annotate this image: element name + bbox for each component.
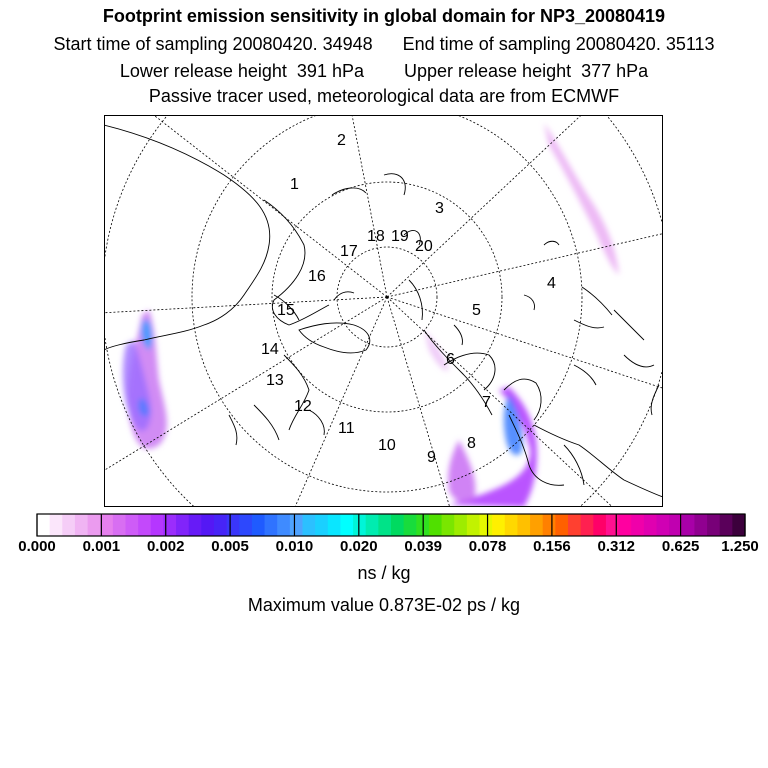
point-label: 13	[266, 372, 284, 389]
colorbar-swatch	[707, 514, 720, 536]
colorbar-swatch	[530, 514, 543, 536]
colorbar-swatch	[644, 514, 657, 536]
colorbar-tick-label: 0.156	[533, 538, 571, 555]
colorbar-swatch	[631, 514, 644, 536]
colorbar-swatch	[467, 514, 480, 536]
colorbar-swatch	[50, 514, 63, 536]
colorbar-unit: ns / kg	[357, 563, 411, 583]
colorbar-swatch	[340, 514, 353, 536]
point-label: 20	[415, 238, 433, 255]
colorbar-swatch	[480, 514, 493, 536]
colorbar-swatch	[126, 514, 139, 536]
point-label: 17	[340, 243, 358, 260]
footprint-map	[104, 115, 663, 507]
colorbar-tick-label: 0.039	[404, 538, 442, 555]
colorbar-tick-label: 0.000	[18, 538, 56, 555]
point-label: 4	[547, 275, 556, 292]
colorbar-tick-label: 0.001	[82, 538, 121, 555]
colorbar-swatch	[378, 514, 391, 536]
colorbar-swatch	[391, 514, 404, 536]
sampling-time-line: Start time of sampling 20080420. 34948 End time of sampling 20080420. 35113	[53, 34, 715, 54]
colorbar-tick-labels	[0, 538, 768, 558]
point-label: 10	[378, 437, 396, 454]
colorbar-swatch	[404, 514, 417, 536]
colorbar-swatch	[100, 514, 113, 536]
point-label: 1	[290, 176, 299, 193]
colorbar-swatch	[201, 514, 214, 536]
colorbar-tick-label: 1.250	[721, 538, 759, 555]
colorbar-swatch	[62, 514, 75, 536]
point-label: 16	[308, 268, 326, 285]
colorbar-swatch	[606, 514, 619, 536]
colorbar-swatch	[732, 514, 745, 536]
colorbar-swatch	[214, 514, 227, 536]
colorbar-swatch	[113, 514, 126, 536]
colorbar-swatch	[290, 514, 303, 536]
point-label: 19	[391, 228, 409, 245]
point-label: 6	[446, 351, 455, 368]
colorbar-tick-label: 0.625	[661, 538, 700, 555]
colorbar-swatch	[454, 514, 467, 536]
colorbar-tick-label: 0.312	[597, 538, 636, 555]
point-label: 11	[338, 420, 355, 437]
colorbar-swatch	[151, 514, 164, 536]
colorbar-swatch	[239, 514, 252, 536]
colorbar-swatch	[593, 514, 606, 536]
colorbar-swatch	[366, 514, 379, 536]
colorbar-swatch	[492, 514, 505, 536]
colorbar-swatch	[568, 514, 581, 536]
colorbar-swatch	[555, 514, 568, 536]
colorbar-swatch	[189, 514, 202, 536]
colorbar-swatch	[442, 514, 455, 536]
colorbar-tick-label: 0.078	[468, 538, 507, 555]
colorbar-swatch	[505, 514, 518, 536]
tracer-info-line: Passive tracer used, meteorological data are from ECMWF	[148, 86, 620, 106]
colorbar-swatch	[176, 514, 189, 536]
point-label: 3	[435, 200, 444, 217]
release-height-line: Lower release height 391 hPa Upper release height 377 hPa	[119, 61, 649, 81]
colorbar-swatch	[328, 514, 341, 536]
point-label: 2	[337, 132, 346, 149]
max-value-text: Maximum value 0.873E-02 ps / kg	[247, 595, 521, 615]
colorbar-swatch	[277, 514, 290, 536]
colorbar-swatch	[252, 514, 265, 536]
point-label: 18	[367, 228, 385, 245]
point-label: 14	[261, 341, 279, 358]
colorbar-swatch	[138, 514, 151, 536]
point-label: 8	[467, 435, 476, 452]
colorbar-swatch	[315, 514, 328, 536]
colorbar-swatch	[517, 514, 530, 536]
colorbar-swatch	[353, 514, 366, 536]
colorbar-swatch	[694, 514, 707, 536]
point-label: 12	[294, 398, 312, 415]
colorbar-swatch	[619, 514, 632, 536]
colorbar-swatch	[429, 514, 442, 536]
colorbar-swatch	[37, 514, 50, 536]
colorbar-swatch	[303, 514, 316, 536]
colorbar	[36, 513, 746, 537]
colorbar-swatch	[581, 514, 594, 536]
colorbar-tick-label: 0.020	[340, 538, 378, 555]
colorbar-swatch	[227, 514, 240, 536]
colorbar-tick-label: 0.010	[275, 538, 314, 555]
point-label: 7	[482, 394, 491, 411]
colorbar-tick-label: 0.005	[211, 538, 249, 555]
figure-title: Footprint emission sensitivity in global domain for NP3_20080419	[102, 6, 666, 26]
colorbar-swatch	[75, 514, 88, 536]
point-label: 5	[472, 302, 481, 319]
colorbar-swatch	[543, 514, 556, 536]
colorbar-swatch	[657, 514, 670, 536]
colorbar-tick-label: 0.002	[146, 538, 185, 555]
point-label: 9	[427, 449, 436, 466]
colorbar-swatch	[265, 514, 278, 536]
colorbar-swatch	[720, 514, 733, 536]
point-label: 15	[277, 302, 295, 319]
colorbar-swatch	[682, 514, 695, 536]
colorbar-swatch	[88, 514, 101, 536]
